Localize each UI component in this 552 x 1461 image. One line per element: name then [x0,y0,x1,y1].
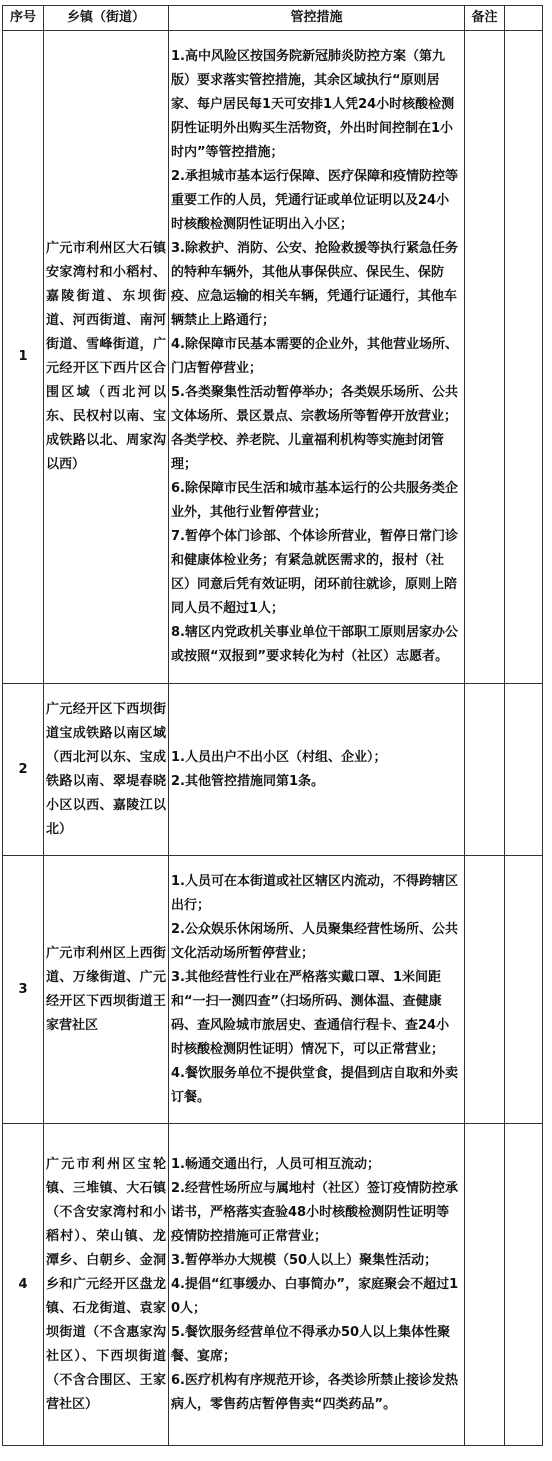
row-index: 1 [3,31,44,684]
row-index: 3 [3,856,44,1124]
measure-item: 7.暂停个体门诊部、个体诊所营业，暂停日常门诊和健康体检业务；有紧急就医需求的，报村（社区）同意后凭有效证明，闭环前往就诊，原则上陪同人员不超过1人； [171,529,458,616]
measure-item: 1.人员可在本街道或社区辖区内流动，不得跨辖区出行； [171,873,458,913]
measure-item: 6.医疗机构有序规范开诊，各类诊所禁止接诊发热病人，零售药店暂停售卖“四类药品”。 [171,1372,458,1412]
row-town: 广元市利州区宝轮镇、三堆镇、大石镇（不含安家湾村和小稻村）、荣山镇、龙潭乡、白朝乡、金洞乡和广元经开区盘龙镇、石龙街道、袁家坝街道（不含惠家沟社区）、下西坝街道（不含合围区、王家营社区） [44,1124,169,1446]
header-remark: 备注 [465,6,505,31]
row-measures [169,684,465,856]
measure-item: 4.除保障市民基本需要的企业外，其他营业场所、门店暂停营业； [171,337,458,376]
row-measures [169,856,465,1124]
table-header-row [3,6,543,31]
row-measures [169,31,465,684]
row-remark [465,684,505,856]
measure-item: 3.除救护、消防、公安、抢险救援等执行紧急任务的特种车辆外，其他从事保供应、保民生、保防疫、应急运输的相关车辆，凭通行证通行，其他车辆禁止上路通行； [171,241,458,328]
table-row [3,31,543,684]
measure-item: 1.高中风险区按国务院新冠肺炎防控方案（第九版）要求落实管控措施，其余区域执行“原则居家、每户居民每1天可安排1人凭24小时核酸检测阴性证明外出购买生活物资，外出时间控制在1小时内”等管控措施； [171,49,455,160]
row-town: 广元经开区下西坝街道宝成铁路以南区域（西北河以东、宝成铁路以南、翠堤春晓小区以西、嘉陵江以北） [44,684,169,856]
row-extra-cell [505,31,543,684]
row-index: 2 [3,684,44,856]
measure-item: 1.人员出户不出小区（村组、企业）； [171,749,387,765]
measure-item: 3.其他经营性行业在严格落实戴口罩、1米间距和“一扫一测四查”（扫场所码、测体温、查健康码、查风险城市旅居史、查通信行程卡、查24小时核酸检测阴性证明）情况下，可以正常营业； [171,969,450,1057]
table-row [3,1124,543,1446]
measure-item: 1.畅通交通出行，人员可相互流动； [171,1156,380,1172]
header-index: 序号 [3,6,44,31]
row-index: 4 [3,1124,44,1446]
measure-item: 5.餐饮服务经营单位不得承办50人以上集体性聚餐、宴席； [171,1324,451,1364]
row-remark [465,31,505,684]
row-town: 广元市利州区大石镇安家湾村和小稻村、嘉陵街道、东坝街道、河西街道、南河街道、雪峰街道，广元经开区下西片区合围区域（西北河以东、民权村以南、宝成铁路以北、周家沟以西） [44,31,169,684]
row-extra-cell [505,1124,543,1446]
measure-item: 2.公众娱乐休闲场所、人员聚集经营性场所、公共文化活动场所暂停营业； [171,921,458,961]
measure-item: 2.承担城市基本运行保障、医疗保障和疫情防控等重要工作的人员，凭通行证或单位证明以及24小时核酸检测阴性证明出入小区； [171,169,458,232]
measure-item: 6.除保障市民生活和城市基本运行的公共服务类企业外，其他行业暂停营业； [171,481,458,520]
row-town: 广元市利州区上西街道、万缘街道、广元经开区下西坝街道王家营社区 [44,856,169,1124]
row-extra-cell [505,856,543,1124]
measure-item: 2.其他管控措施同第1条。 [171,773,325,789]
header-town: 乡镇（街道） [44,6,169,31]
table-row [3,684,543,856]
header-extra-cell [505,6,543,31]
header-measures: 管控措施 [169,6,465,31]
row-remark [465,856,505,1124]
measure-item: 3.暂停举办大规模（50人以上）聚集性活动； [171,1252,438,1268]
table-row [3,856,543,1124]
row-measures [169,1124,465,1446]
measure-item: 5.各类聚集性活动暂停举办；各类娱乐场所、公共文体场所、景区景点、宗教场所等暂停开放营业；各类学校、养老院、儿童福利机构等实施封闭管理； [171,385,458,472]
control-measures-table [2,5,543,1446]
measure-item: 2.经营性场所应与属地村（社区）签订疫情防控承诺书，严格落实查验48小时核酸检测阴性证明等疫情防控措施可正常营业； [171,1180,458,1244]
measure-item: 4.餐饮服务单位不提供堂食，提倡到店自取和外卖订餐。 [171,1065,458,1105]
row-remark [465,1124,505,1446]
measure-item: 4.提倡“红事缓办、白事简办”，家庭聚会不超过10人； [171,1276,459,1316]
row-extra-cell [505,684,543,856]
measure-item: 8.辖区内党政机关事业单位干部职工原则居家办公或按照“双报到”要求转化为村（社区）志愿者。 [171,625,458,664]
